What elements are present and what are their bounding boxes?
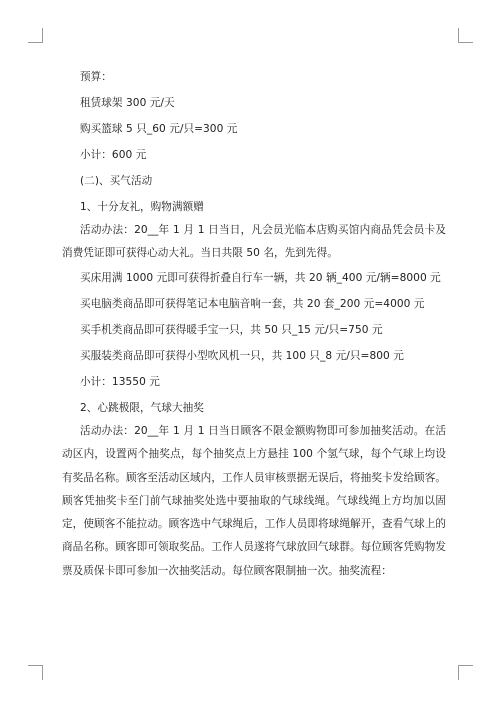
gift-item: 买电脑类商品即可获得笔记本电脑音响一套，共 20 套_200 元=4000 元	[80, 298, 425, 310]
gift-item: 买服装类商品即可获得小型吹风机一只，共 100 只_8 元/只=800 元	[80, 350, 404, 362]
budget-item-basketball: 购买篮球 5 只_60 元/只=300 元	[80, 123, 238, 135]
activity-1-paragraph: 活动办法：20__年 1 月 1 日当日，凡会员光临本店购买馆内商品凭会员卡及消费凭证即可获得心动大礼。当日共限 50 名，先到先得。	[62, 224, 446, 260]
subtotal-2: 小计：13550 元	[80, 376, 160, 388]
activity-2-heading: 2、心跳极限，气球大抽奖	[80, 402, 204, 414]
budget-heading: 预算：	[80, 71, 112, 83]
subtotal-1: 小计：600 元	[80, 149, 147, 161]
gift-item: 买手机类商品即可获得暖手宝一只，共 50 只_15 元/只=750 元	[80, 324, 383, 336]
activity-2-paragraph: 活动办法：20__年 1 月 1 日当日顾客不限金额购物即可参加抽奖活动。在活动区内，设置两个抽奖点，每个抽奖点上方悬挂 100 个氢气球，每个气球上均设有奖品名称。顾客至活动区域内，工作人员审核票据无误后，将抽奖卡发给顾客。顾客凭抽奖卡至门前气球抽奖处选中要抽取的气球线绳。气球线绳上方均加以固定，使顾客不能拉动。顾客选中气球绳后，工作人员即将球绳解开，查看气球上的商品名称。顾客即可领取奖品。工作人员遂将气球放回气球群。每位顾客凭购物发票及质保卡即可参加一次抽奖活动。每位顾客限制抽一次。抽奖流程：	[62, 425, 446, 577]
gift-item: 买床用满 1000 元即可获得折叠自行车一辆，共 20 辆_400 元/辆=8000 元	[80, 272, 441, 284]
budget-item-rack: 租赁球架 300 元/天	[80, 97, 175, 109]
activity-1-heading: 1、十分友礼，购物满额赠	[80, 201, 204, 213]
section-heading: (二)、买气活动	[80, 175, 153, 187]
